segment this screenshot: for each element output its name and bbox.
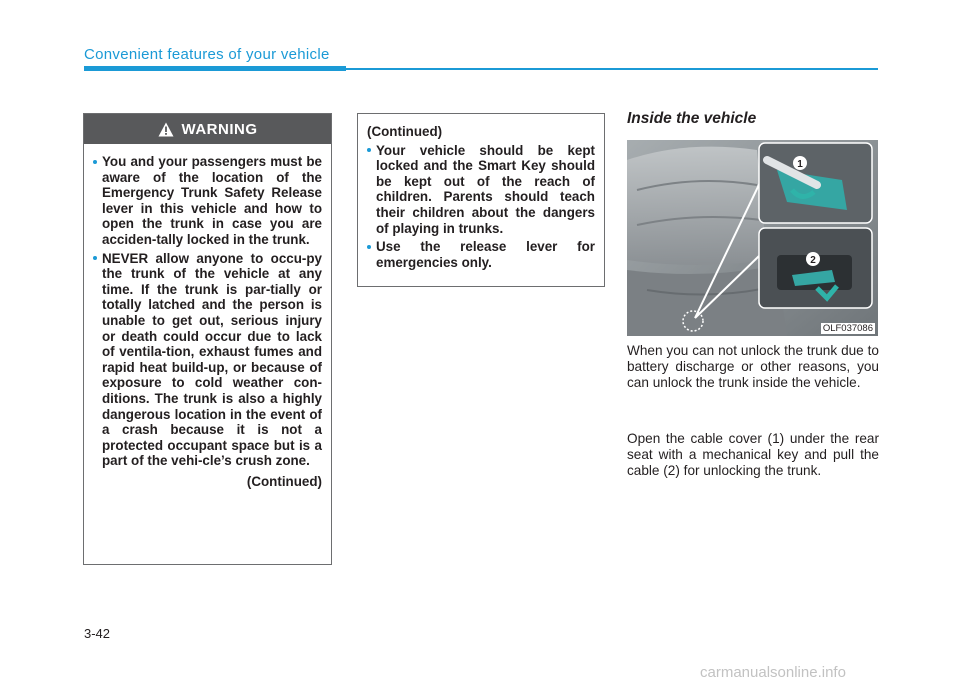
warning-bullet: Your vehicle should be kept locked and the Smart Key should be kept out of the reach of children. Parents should teach their children about the dangers of playing in trunks. bbox=[367, 143, 595, 237]
warning-title: WARNING bbox=[181, 120, 258, 138]
rear-seat-illustration bbox=[627, 140, 878, 336]
header-rule bbox=[346, 68, 878, 70]
warning-header bbox=[84, 114, 331, 144]
warning-bullet: You and your passengers must be aware of the location of the Emergency Trunk Safety Release lever in this vehicle and how to open the trunk in case you are acciden-tally locked in the trunk. bbox=[93, 154, 322, 248]
warning-continuation-box bbox=[357, 113, 605, 287]
body-paragraph: Open the cable cover (1) under the rear seat with a mechanical key and pull the cable (2) for unlocking the trunk. bbox=[627, 431, 879, 479]
figure-code: OLF037086 bbox=[822, 323, 873, 334]
watermark: carmanualsonline.info bbox=[700, 664, 846, 681]
warning-body bbox=[84, 144, 331, 489]
trunk-release-illustration bbox=[627, 140, 878, 336]
warning-triangle-icon bbox=[158, 122, 174, 137]
body-paragraph: When you can not unlock the trunk due to battery discharge or other reasons, you can unlock the trunk inside the vehicle. bbox=[627, 343, 879, 391]
warning-bullet: Use the release lever for emergencies only. bbox=[367, 239, 595, 270]
page-number: 3-42 bbox=[84, 626, 111, 641]
warning-bullet: NEVER allow anyone to occu-py the trunk of the vehicle at any time. If the trunk is par-tially or totally latched and the person is unable to get out, serious injury or death could occur due to lack of ventila-tion, exhaust fumes and rapid heat build-up, or because of exposure to cold weather con-ditions. The trunk is also a highly dangerous location in the event of a crash because it is not a protected occupant space but is a part of the vehi-cle’s crush zone. bbox=[93, 251, 322, 469]
bullet-dot-icon bbox=[367, 245, 371, 249]
callout-1 bbox=[793, 156, 807, 170]
continued-label: (Continued) bbox=[367, 124, 443, 139]
callout-2 bbox=[806, 252, 820, 266]
bullet-dot-icon bbox=[367, 148, 371, 152]
svg-text:1: 1 bbox=[797, 159, 803, 170]
continued-label: (Continued) bbox=[246, 473, 322, 489]
bullet-dot-icon bbox=[93, 160, 97, 164]
svg-text:2: 2 bbox=[810, 255, 816, 266]
subsection-heading: Inside the vehicle bbox=[627, 110, 757, 127]
warning-box bbox=[83, 113, 332, 565]
bullet-dot-icon bbox=[93, 256, 97, 260]
header-rule-accent bbox=[84, 66, 346, 71]
section-title: Convenient features of your vehicle bbox=[84, 46, 330, 63]
